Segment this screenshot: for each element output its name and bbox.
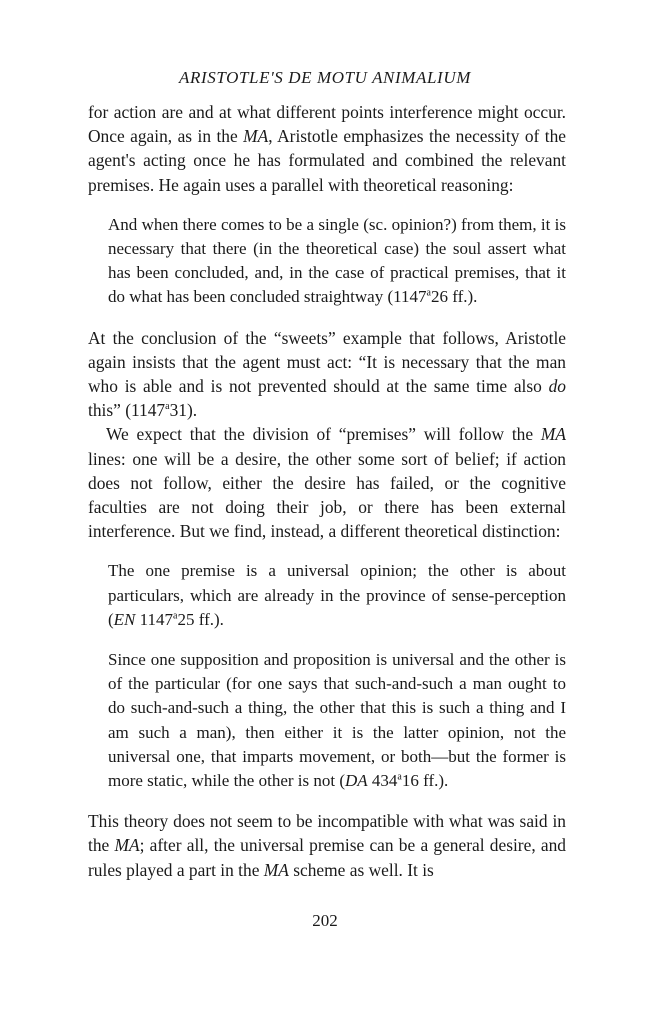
paragraph-3: We expect that the division of “premises” will follow the MA lines: one will be a desire, the other some sort of belief; if action does not follow, either the desire has failed, or the cognitive faculties are not doing their job, or there has been external interference. But we find, instead, a different theoretical distinction:: [88, 424, 566, 542]
block-quote-1: And when there comes to be a single (sc. opinion?) from them, it is necessary that there (in the theoretical case) the soul assert what has been concluded, and, in the case of practical premises, that it do what has been concluded straightway (1147$^a$26 ff.).: [108, 214, 566, 307]
block-quote-3: Since one supposition and proposition is universal and the other is of the particular (for one says that such-and-such a man ought to do such-and-such a thing, the other that this is such a thing and I am such a man), then either it is the latter opinion, not the universal one, that imparts movement, or both—but the former is more static, while the other is not (DA 434$^a$16 ff.).: [108, 650, 566, 791]
paragraph-1: for action are and at what different points interference might occur. Once again, as in the MA, Aristotle emphasizes the necessity of the agent's acting once he has formulated and combined the relevant premises. He again uses a parallel with theoretical reasoning:: [88, 102, 567, 195]
page-body: [88, 100, 566, 882]
running-head: ARISTOTLE'S DE MOTU ANIMALIUM: [179, 68, 471, 87]
page-number: 202: [312, 911, 338, 930]
block-quote-2: The one premise is a universal opinion; the other is about particulars, which are already in the province of sense-perception (EN 1147$^a$25 ff.).: [108, 561, 566, 629]
paragraph-4: This theory does not seem to be incompatible with what was said in the MA; after all, the universal premise can be a general desire, and rules played a part in the MA scheme as well. It is: [88, 811, 567, 880]
paragraph-2: At the conclusion of the “sweets” example that follows, Aristotle again insists that the agent must act: “It is necessary that the man who is able and is not prevented should at the same time also do this” (1147$^a$31).: [88, 327, 566, 421]
